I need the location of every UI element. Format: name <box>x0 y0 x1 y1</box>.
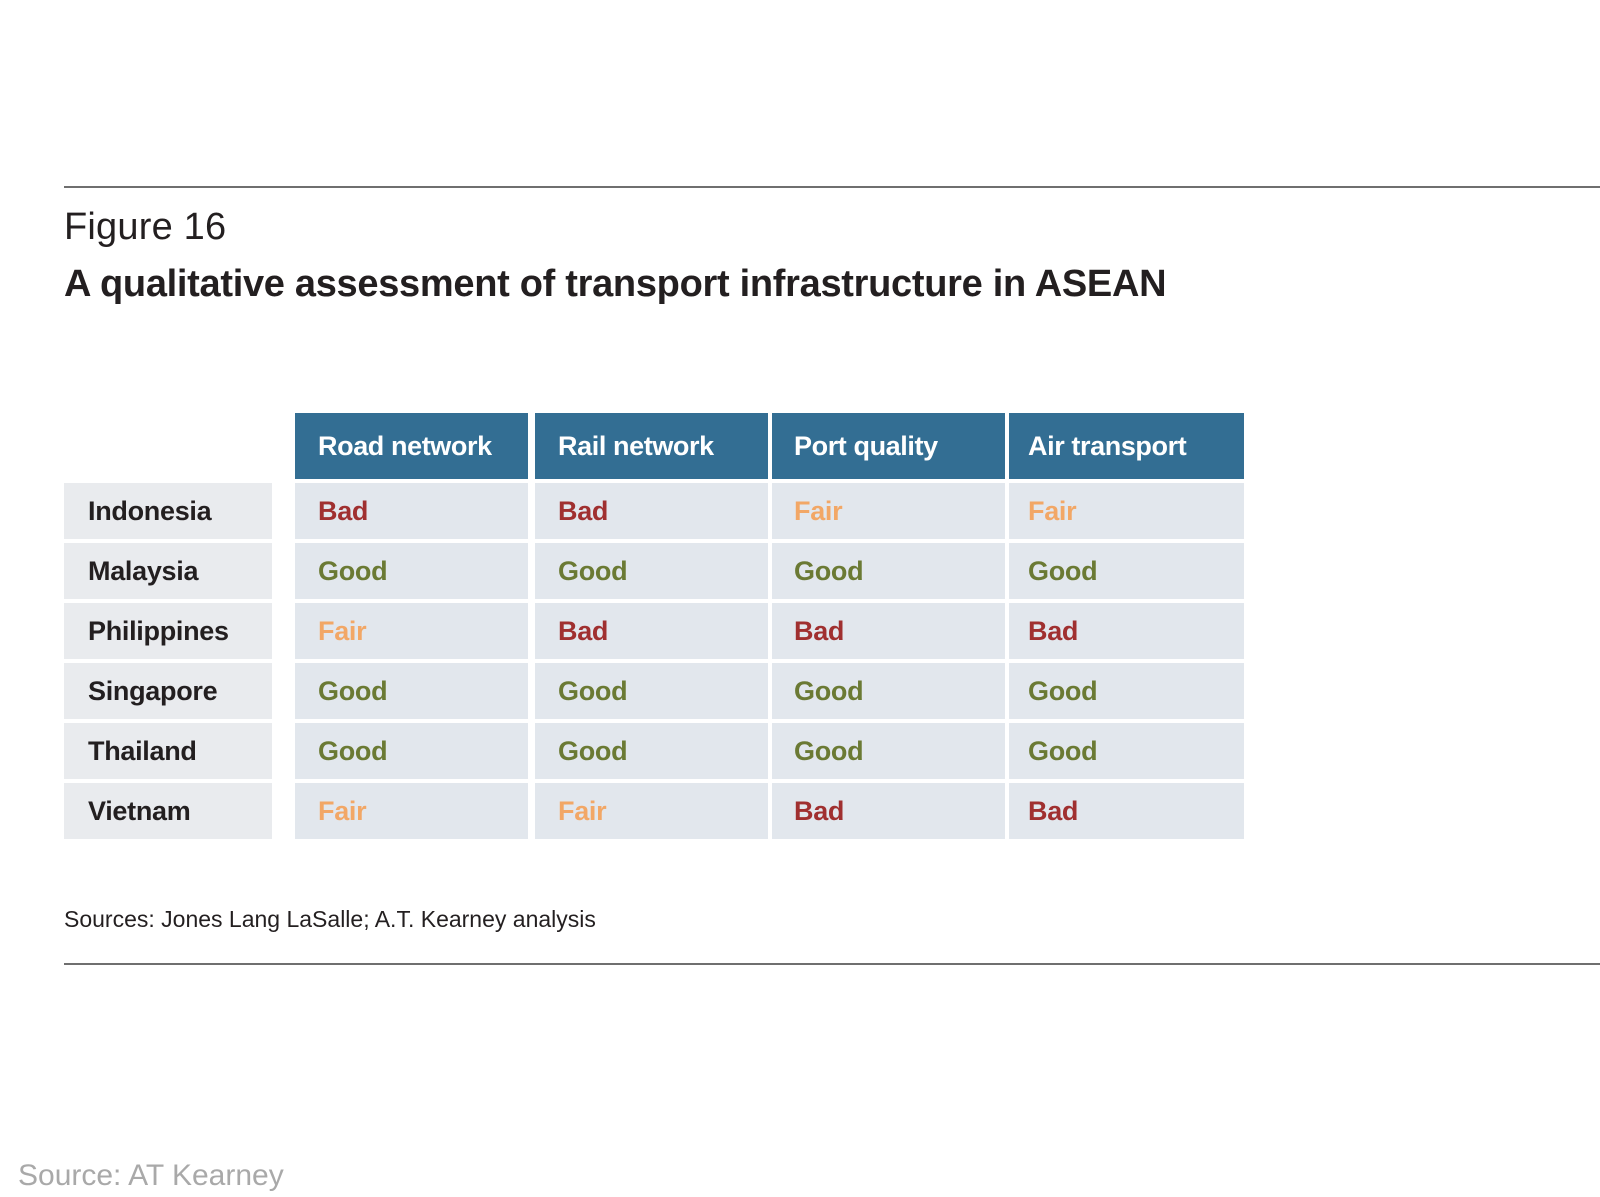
rating-cell: Fair <box>772 483 1005 539</box>
row-label-country: Indonesia <box>64 483 272 539</box>
rating-cell: Fair <box>295 783 528 839</box>
column-header-air-transport: Air transport <box>1009 413 1244 479</box>
rating-cell: Good <box>295 723 528 779</box>
rating-cell: Good <box>1009 663 1244 719</box>
rating-cell: Good <box>1009 723 1244 779</box>
column-header-road-network: Road network <box>295 413 528 479</box>
column-header-rail-network: Rail network <box>535 413 768 479</box>
bottom-rule <box>64 963 1600 965</box>
rating-cell: Good <box>535 723 768 779</box>
sources-note: Sources: Jones Lang LaSalle; A.T. Kearney analysis <box>64 906 596 932</box>
rating-cell: Bad <box>535 603 768 659</box>
rating-cell: Bad <box>772 603 1005 659</box>
rating-cell: Good <box>1009 543 1244 599</box>
rating-cell: Good <box>772 543 1005 599</box>
row-label-country: Vietnam <box>64 783 272 839</box>
rating-cell: Bad <box>1009 603 1244 659</box>
row-label-country: Philippines <box>64 603 272 659</box>
rating-cell: Bad <box>1009 783 1244 839</box>
column-header-port-quality: Port quality <box>772 413 1005 479</box>
figure-title: A qualitative assessment of transport infrastructure in ASEAN <box>64 263 1167 305</box>
footer-source-caption: Source: AT Kearney <box>18 1159 284 1192</box>
rating-cell: Bad <box>535 483 768 539</box>
rating-cell: Bad <box>295 483 528 539</box>
top-rule <box>64 186 1600 188</box>
rating-cell: Fair <box>1009 483 1244 539</box>
row-label-country: Thailand <box>64 723 272 779</box>
rating-cell: Good <box>535 543 768 599</box>
rating-cell: Good <box>772 723 1005 779</box>
row-label-country: Malaysia <box>64 543 272 599</box>
row-label-country: Singapore <box>64 663 272 719</box>
rating-cell: Fair <box>535 783 768 839</box>
rating-cell: Good <box>295 543 528 599</box>
rating-cell: Bad <box>772 783 1005 839</box>
figure-label: Figure 16 <box>64 206 227 248</box>
rating-cell: Good <box>535 663 768 719</box>
rating-cell: Good <box>772 663 1005 719</box>
rating-cell: Good <box>295 663 528 719</box>
rating-cell: Fair <box>295 603 528 659</box>
